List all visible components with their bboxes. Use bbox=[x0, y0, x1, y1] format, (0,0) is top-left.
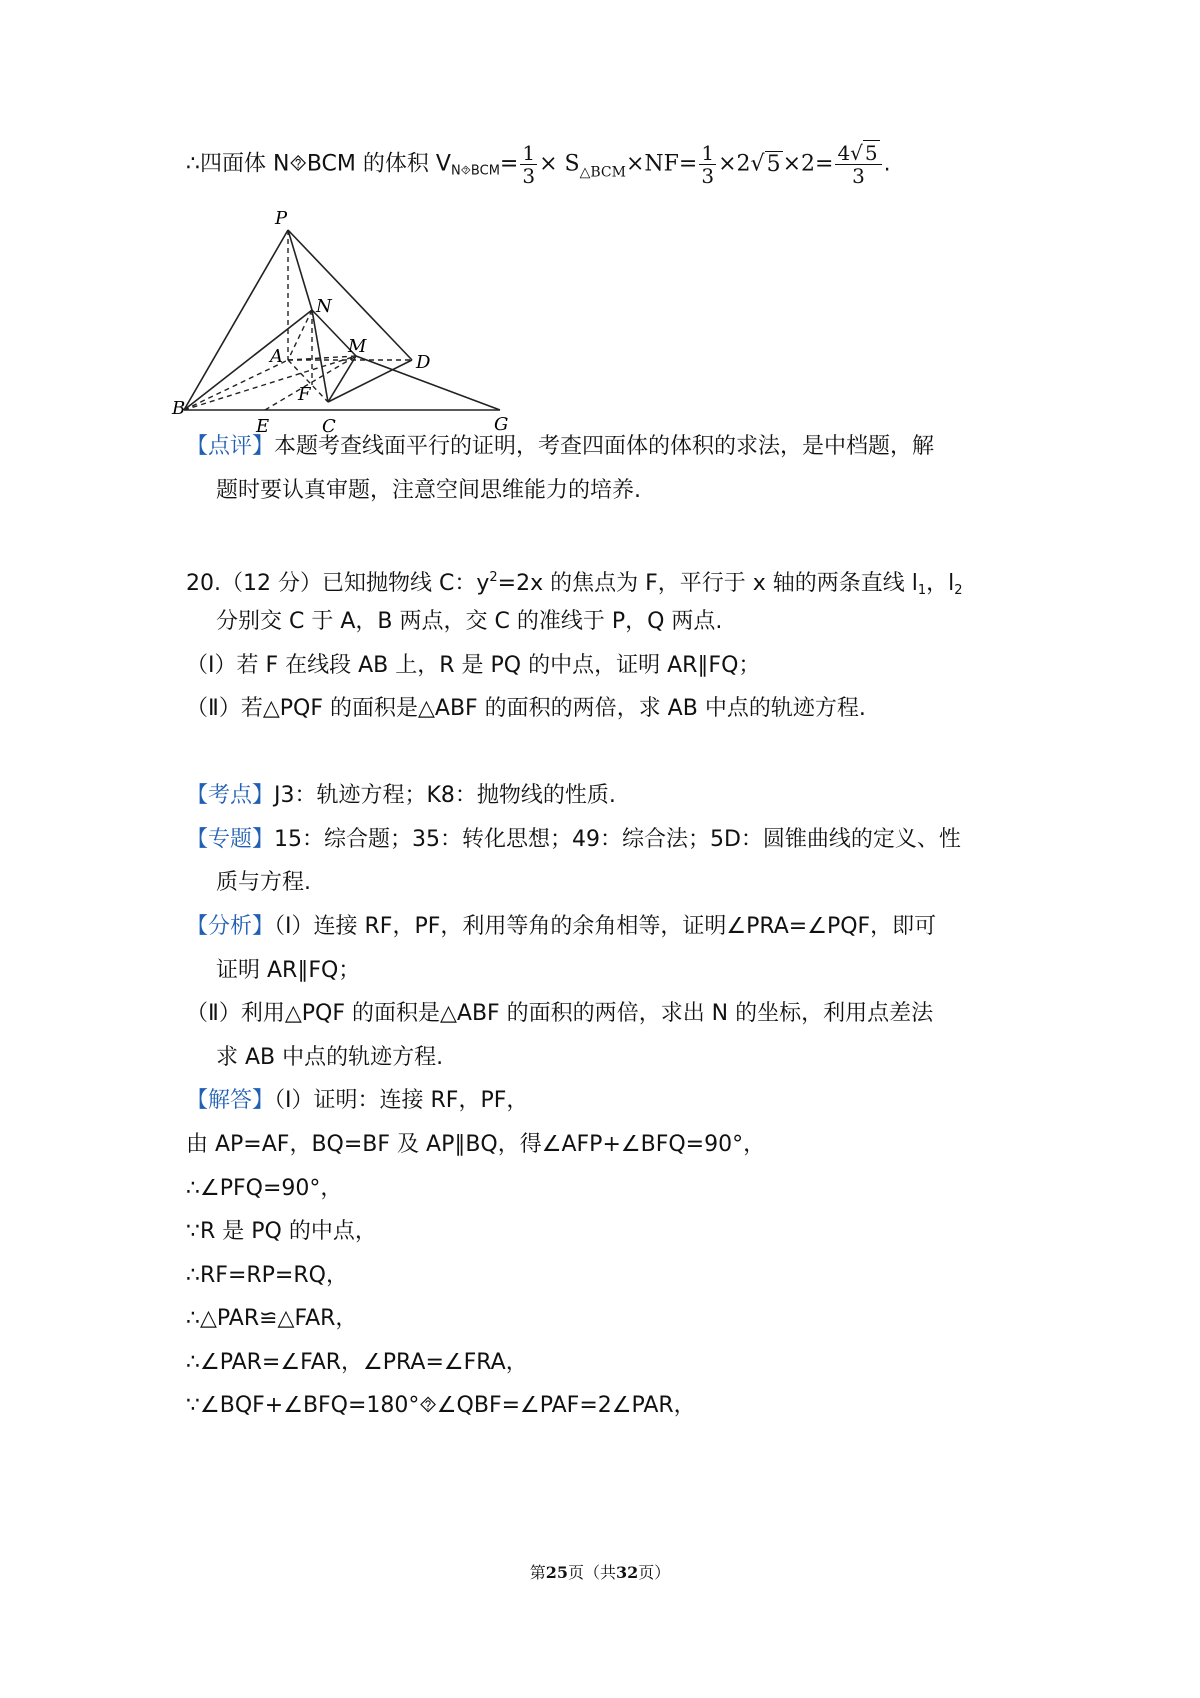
jieda-step: ∵∠BQF+∠BFQ=180°⯑∠QBF=∠PAF=2∠PAR， bbox=[186, 1393, 696, 1418]
dianping-tag: 【点评】 bbox=[186, 434, 275, 459]
volume-missing-glyph: ⯑ bbox=[289, 151, 307, 177]
jieda-step: ∴RF=RP=RQ， bbox=[186, 1263, 348, 1288]
sqrt-5: 5 bbox=[766, 151, 781, 177]
total-pages: 32 bbox=[616, 1563, 639, 1582]
fraction-result: $\frac{4√ 5}{3}$ bbox=[835, 142, 881, 187]
label-c: C bbox=[322, 416, 336, 437]
dianping-text-1: 本题考查线面平行的证明，考查四面体的体积的求法，是中档题，解 bbox=[274, 434, 935, 459]
times-nf: ×NF= bbox=[625, 151, 698, 177]
page-footer: 第25页（共32页） bbox=[529, 1563, 671, 1582]
volume-text: BCM 的体积 V bbox=[306, 151, 451, 177]
label-m: M bbox=[348, 336, 367, 357]
jieda-tag: 【解答】 bbox=[186, 1088, 275, 1113]
fenxi-line-3: （Ⅱ）利用△PQF 的面积是△ABF 的面积的两倍，求出 N 的坐标，利用点差法 bbox=[186, 1001, 934, 1026]
jieda-step: ∴∠PFQ=90°， bbox=[186, 1176, 343, 1201]
edge-pb bbox=[184, 230, 288, 410]
fraction-one-third-2: $\frac{1}{3}$ bbox=[701, 141, 715, 188]
label-g: G bbox=[494, 414, 509, 435]
sqrt-sign: √ bbox=[750, 151, 765, 177]
label-b: B bbox=[172, 398, 186, 419]
problem-20-part-1: （Ⅰ）若 F 在线段 AB 上，R 是 PQ 的中点，证明 AR∥FQ； bbox=[186, 653, 761, 678]
jieda-step: ∴∠PAR=∠FAR，∠PRA=∠FRA， bbox=[186, 1350, 528, 1375]
times-2-eq: ×2= bbox=[782, 151, 834, 177]
fenxi-text-1: （Ⅰ）连接 RF，PF，利用等角的余角相等，证明∠PRA=∠PQF，即可 bbox=[274, 914, 937, 939]
zhuanti-tag: 【专题】 bbox=[186, 827, 275, 852]
times-s: × S bbox=[539, 151, 580, 177]
zhuanti-text-1: 15：综合题；35：转化思想；49：综合法；5D：圆锥曲线的定义、性 bbox=[274, 827, 961, 852]
jieda-line-1 bbox=[186, 1086, 528, 1116]
jieda-step: ∴△PAR≌△FAR， bbox=[186, 1306, 358, 1331]
eq1: = bbox=[499, 151, 519, 177]
fenxi-tag: 【分析】 bbox=[186, 914, 275, 939]
problem-20-line-2: 分别交 C 于 A，B 两点，交 C 的准线于 P，Q 两点. bbox=[216, 609, 723, 634]
problem-20-line-1: 20.（12 分）已知抛物线 C：$y^2=2x$ 的焦点为 F，平行于 x 轴的两条直线 $l_1$，$l_2$ bbox=[186, 570, 963, 598]
dianping-line-1 bbox=[186, 432, 934, 462]
tetrahedron-figure bbox=[172, 208, 520, 470]
zhuanti-line-2: 质与方程. bbox=[216, 870, 311, 895]
kaodian-line bbox=[186, 781, 616, 811]
volume-formula-line bbox=[186, 142, 891, 188]
fenxi-line-1 bbox=[186, 912, 936, 942]
jieda-step: ∵R 是 PQ 的中点， bbox=[186, 1219, 377, 1244]
jieda-step: 由 AP=AF，BQ=BF 及 AP∥BQ，得∠AFP+∠BFQ=90°， bbox=[186, 1132, 766, 1157]
fraction-one-third: $\frac{1}{3}$ bbox=[522, 141, 536, 188]
kaodian-text: J3：轨迹方程；K8：抛物线的性质. bbox=[274, 783, 616, 808]
triangle-bcm-subscript: △BCM bbox=[579, 164, 626, 181]
kaodian-tag: 【考点】 bbox=[186, 783, 275, 808]
volume-prefix: ∴四面体 N bbox=[186, 151, 290, 177]
problem-20-part-2: （Ⅱ）若△PQF 的面积是△ABF 的面积的两倍，求 AB 中点的轨迹方程. bbox=[186, 696, 866, 721]
dianping-line-2: 题时要认真审题，注意空间思维能力的培养. bbox=[216, 478, 641, 503]
jieda-text-1: （Ⅰ）证明：连接 RF，PF， bbox=[274, 1088, 529, 1113]
volume-end: . bbox=[883, 151, 891, 177]
label-e: E bbox=[256, 416, 270, 437]
zhuanti-line-1 bbox=[186, 825, 961, 855]
label-p: P bbox=[275, 208, 288, 229]
edge-na-dashed bbox=[288, 310, 312, 360]
label-f: F bbox=[298, 384, 311, 405]
volume-subscript: N⯑BCM bbox=[450, 163, 500, 179]
page-number: 25 bbox=[545, 1563, 568, 1582]
edge-ba-dashed bbox=[184, 360, 288, 410]
times-2: ×2 bbox=[718, 151, 751, 177]
label-n: N bbox=[316, 296, 332, 317]
fenxi-line-2: 证明 AR∥FQ； bbox=[216, 958, 361, 983]
label-a: A bbox=[270, 346, 283, 367]
fenxi-line-4: 求 AB 中点的轨迹方程. bbox=[216, 1045, 444, 1070]
label-d: D bbox=[416, 352, 431, 373]
